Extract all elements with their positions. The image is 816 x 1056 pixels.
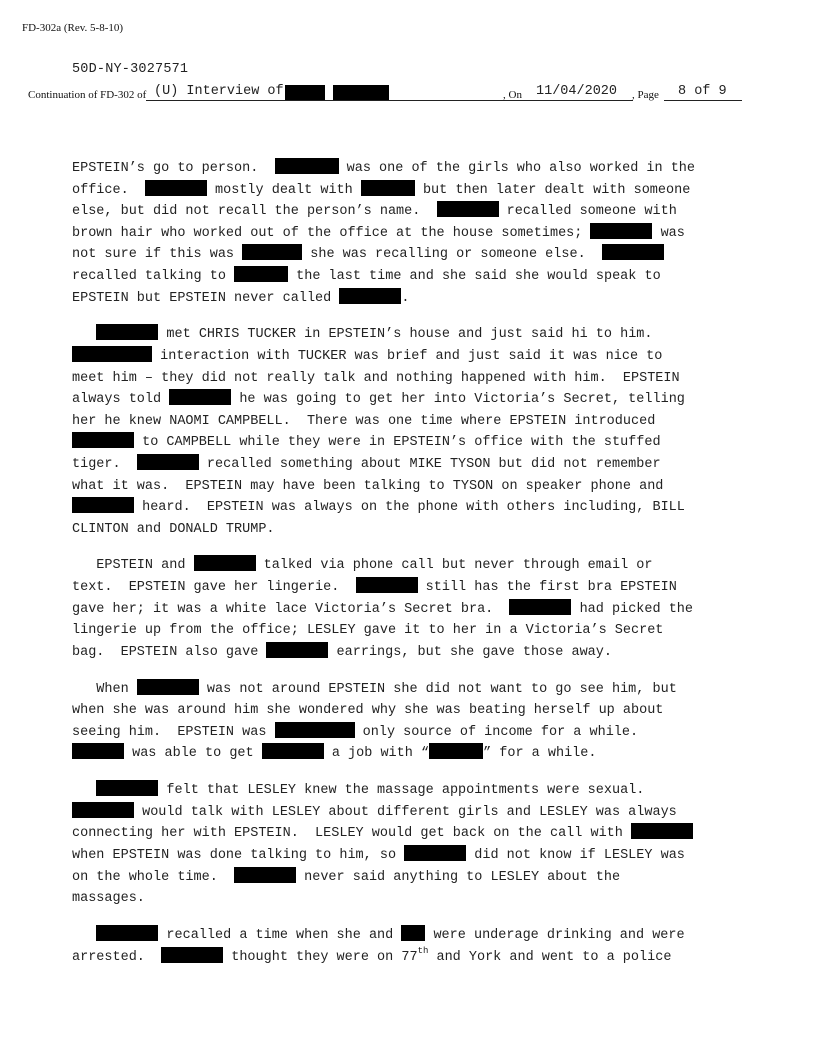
text-line bbox=[72, 823, 744, 845]
paragraph bbox=[72, 780, 744, 910]
text-run: text. EPSTEIN gave her lingerie. bbox=[72, 580, 356, 596]
text-run: the last time and she said she would speak to bbox=[288, 268, 661, 284]
text-line bbox=[72, 555, 744, 577]
interview-subject: (U) Interview of bbox=[154, 84, 284, 99]
text-run: not sure if this was bbox=[72, 247, 243, 263]
text-line bbox=[72, 925, 744, 947]
text-run: seeing him. EPSTEIN was bbox=[72, 724, 275, 740]
text-run: her he knew NAOMI CAMPBELL. There was one time where EPSTEIN introduced bbox=[72, 413, 656, 429]
redaction-block bbox=[145, 180, 207, 196]
redaction-block bbox=[631, 823, 693, 839]
text-run bbox=[72, 783, 96, 798]
text-line bbox=[72, 888, 744, 910]
text-line bbox=[72, 620, 744, 642]
text-run: brown hair who worked out of the office at the house sometimes; bbox=[72, 225, 591, 241]
text-run: met CHRIS TUCKER in EPSTEIN’s house and just said hi to him. bbox=[158, 327, 653, 343]
text-line bbox=[72, 867, 744, 889]
redaction-block bbox=[72, 346, 152, 362]
text-run: mostly dealt with bbox=[206, 182, 361, 198]
text-line bbox=[72, 346, 744, 368]
paragraph bbox=[72, 158, 744, 309]
redaction-block bbox=[96, 780, 158, 796]
redaction-block bbox=[72, 432, 134, 448]
text-run: and York and went to a police bbox=[428, 949, 672, 965]
text-run: was bbox=[652, 225, 685, 241]
paragraph bbox=[72, 324, 744, 540]
redaction-block bbox=[333, 85, 389, 100]
text-run: only source of income for a while. bbox=[354, 724, 639, 740]
text-run: what it was. EPSTEIN may have been talking to TYSON on speaker phone and bbox=[72, 478, 664, 494]
text-run: was one of the girls who also worked in the bbox=[338, 161, 696, 176]
redaction-block bbox=[602, 244, 664, 260]
text-run: always told bbox=[72, 392, 170, 408]
text-line bbox=[72, 497, 744, 519]
text-run: earrings, but she gave those away. bbox=[328, 644, 612, 660]
text-run: a job with “ bbox=[323, 746, 430, 762]
text-line bbox=[72, 389, 744, 411]
redaction-block bbox=[509, 599, 571, 615]
text-line bbox=[72, 324, 744, 346]
redaction-block bbox=[361, 180, 415, 196]
redaction-block bbox=[275, 158, 339, 174]
document-body bbox=[72, 158, 744, 983]
text-run: never said anything to LESLEY about the bbox=[296, 869, 621, 885]
text-line bbox=[72, 476, 744, 498]
text-line bbox=[72, 411, 744, 433]
text-run: meet him – they did not really talk and nothing happened with him. EPSTEIN bbox=[72, 370, 680, 386]
redaction-block bbox=[266, 642, 328, 658]
text-run: lingerie up from the office; LESLEY gave it to her in a Victoria’s Secret bbox=[72, 623, 664, 639]
paragraph bbox=[72, 555, 744, 663]
text-line bbox=[72, 368, 744, 390]
text-line bbox=[72, 802, 744, 824]
text-line bbox=[72, 266, 744, 288]
text-line bbox=[72, 577, 744, 599]
text-run: when she was around him she wondered why she was beating herself up about bbox=[72, 703, 664, 719]
text-run: felt that LESLEY knew the massage appointments were sexual. bbox=[158, 783, 645, 799]
redaction-block bbox=[137, 454, 199, 470]
page-label: , Page bbox=[632, 89, 659, 101]
text-run: recalled someone with bbox=[498, 204, 677, 220]
redaction-block bbox=[194, 555, 256, 571]
text-run: . bbox=[401, 290, 410, 306]
subject-underline bbox=[146, 100, 528, 101]
text-line bbox=[72, 780, 744, 802]
text-run: talked via phone call but never through email or bbox=[255, 558, 653, 574]
form-code: FD-302a (Rev. 5-8-10) bbox=[22, 22, 124, 34]
text-line bbox=[72, 722, 744, 744]
redaction-block bbox=[437, 201, 499, 217]
text-run: did not know if LESLEY was bbox=[466, 847, 685, 863]
text-run bbox=[72, 327, 96, 342]
text-line bbox=[72, 700, 744, 722]
text-line bbox=[72, 642, 744, 664]
text-run: else, but did not recall the person’s name. bbox=[72, 204, 437, 220]
redaction-block bbox=[285, 85, 325, 100]
redaction-block bbox=[242, 244, 302, 260]
text-run: would talk with LESLEY about different girls and LESLEY was always bbox=[134, 804, 677, 820]
text-run: to CAMPBELL while they were in EPSTEIN’s office with the stuffed bbox=[134, 435, 661, 451]
text-run: ” for a while. bbox=[483, 746, 597, 762]
paragraph bbox=[72, 925, 744, 968]
text-line bbox=[72, 288, 744, 310]
text-run: CLINTON and DONALD TRUMP. bbox=[72, 521, 275, 537]
on-label: , On bbox=[503, 89, 522, 101]
text-run: When bbox=[72, 681, 137, 697]
text-line bbox=[72, 158, 744, 180]
text-run: was able to get bbox=[124, 746, 262, 762]
redaction-block bbox=[169, 389, 231, 405]
redaction-block bbox=[234, 867, 296, 883]
text-run: was not around EPSTEIN she did not want to go see him, but bbox=[198, 681, 677, 697]
text-run: EPSTEIN but EPSTEIN never called bbox=[72, 290, 340, 306]
text-run: massages. bbox=[72, 891, 145, 907]
text-run: on the whole time. bbox=[72, 869, 235, 885]
text-run: EPSTEIN’s go to person. bbox=[72, 161, 275, 176]
text-run: he was going to get her into Victoria’s Secret, telling bbox=[231, 392, 685, 408]
text-line bbox=[72, 244, 744, 266]
redaction-block bbox=[339, 288, 401, 304]
text-run: tiger. bbox=[72, 456, 137, 472]
text-run: when EPSTEIN was done talking to him, so bbox=[72, 847, 405, 863]
redaction-block bbox=[429, 743, 483, 759]
text-line bbox=[72, 743, 744, 765]
text-run: but then later dealt with someone bbox=[414, 182, 691, 198]
continuation-label: Continuation of FD-302 of bbox=[28, 89, 147, 101]
text-run: were underage drinking and were bbox=[425, 927, 685, 943]
paragraph bbox=[72, 679, 744, 765]
text-run: gave her; it was a white lace Victoria’s Secret bra. bbox=[72, 601, 510, 617]
superscript: th bbox=[417, 945, 429, 956]
file-number: 50D-NY-3027571 bbox=[72, 62, 189, 77]
date-underline bbox=[528, 100, 633, 101]
interview-date: 11/04/2020 bbox=[536, 84, 618, 99]
redaction-block bbox=[72, 802, 134, 818]
text-line bbox=[72, 599, 744, 621]
text-line bbox=[72, 223, 744, 245]
text-run bbox=[72, 928, 96, 943]
text-run: bag. EPSTEIN also gave bbox=[72, 644, 267, 660]
redaction-block bbox=[356, 577, 418, 593]
text-run: recalled talking to bbox=[72, 268, 235, 284]
page-underline bbox=[664, 100, 742, 101]
text-run: thought they were on 77 bbox=[223, 949, 418, 965]
text-line bbox=[72, 947, 744, 969]
text-run: connecting her with EPSTEIN. LESLEY would get back on the call with bbox=[72, 826, 631, 842]
text-run: arrested. bbox=[72, 949, 162, 965]
text-line bbox=[72, 454, 744, 476]
redaction-block bbox=[262, 743, 324, 759]
redaction-block bbox=[401, 925, 425, 941]
text-line bbox=[72, 845, 744, 867]
text-run: she was recalling or someone else. bbox=[302, 247, 602, 263]
continuation-header bbox=[28, 84, 748, 102]
text-run: interaction with TUCKER was brief and just said it was nice to bbox=[152, 348, 663, 364]
redaction-block bbox=[275, 722, 355, 738]
redaction-block bbox=[72, 743, 124, 759]
text-line bbox=[72, 432, 744, 454]
page-number: 8 of 9 bbox=[678, 84, 727, 99]
redaction-block bbox=[96, 324, 158, 340]
text-run: EPSTEIN and bbox=[72, 558, 194, 574]
text-line bbox=[72, 519, 744, 541]
text-run: office. bbox=[72, 182, 145, 198]
text-line bbox=[72, 679, 744, 701]
text-run: still has the first bra EPSTEIN bbox=[417, 580, 677, 596]
text-run: had picked the bbox=[571, 601, 694, 617]
redaction-block bbox=[404, 845, 466, 861]
text-run: recalled something about MIKE TYSON but did not remember bbox=[198, 456, 661, 472]
redaction-block bbox=[590, 223, 652, 239]
text-line bbox=[72, 180, 744, 202]
text-run: recalled a time when she and bbox=[158, 927, 402, 943]
redaction-block bbox=[137, 679, 199, 695]
redaction-block bbox=[72, 497, 134, 513]
text-line bbox=[72, 201, 744, 223]
redaction-block bbox=[96, 925, 158, 941]
text-run: heard. EPSTEIN was always on the phone with others including, BILL bbox=[134, 500, 685, 516]
redaction-block bbox=[161, 947, 223, 963]
redaction-block bbox=[234, 266, 288, 282]
